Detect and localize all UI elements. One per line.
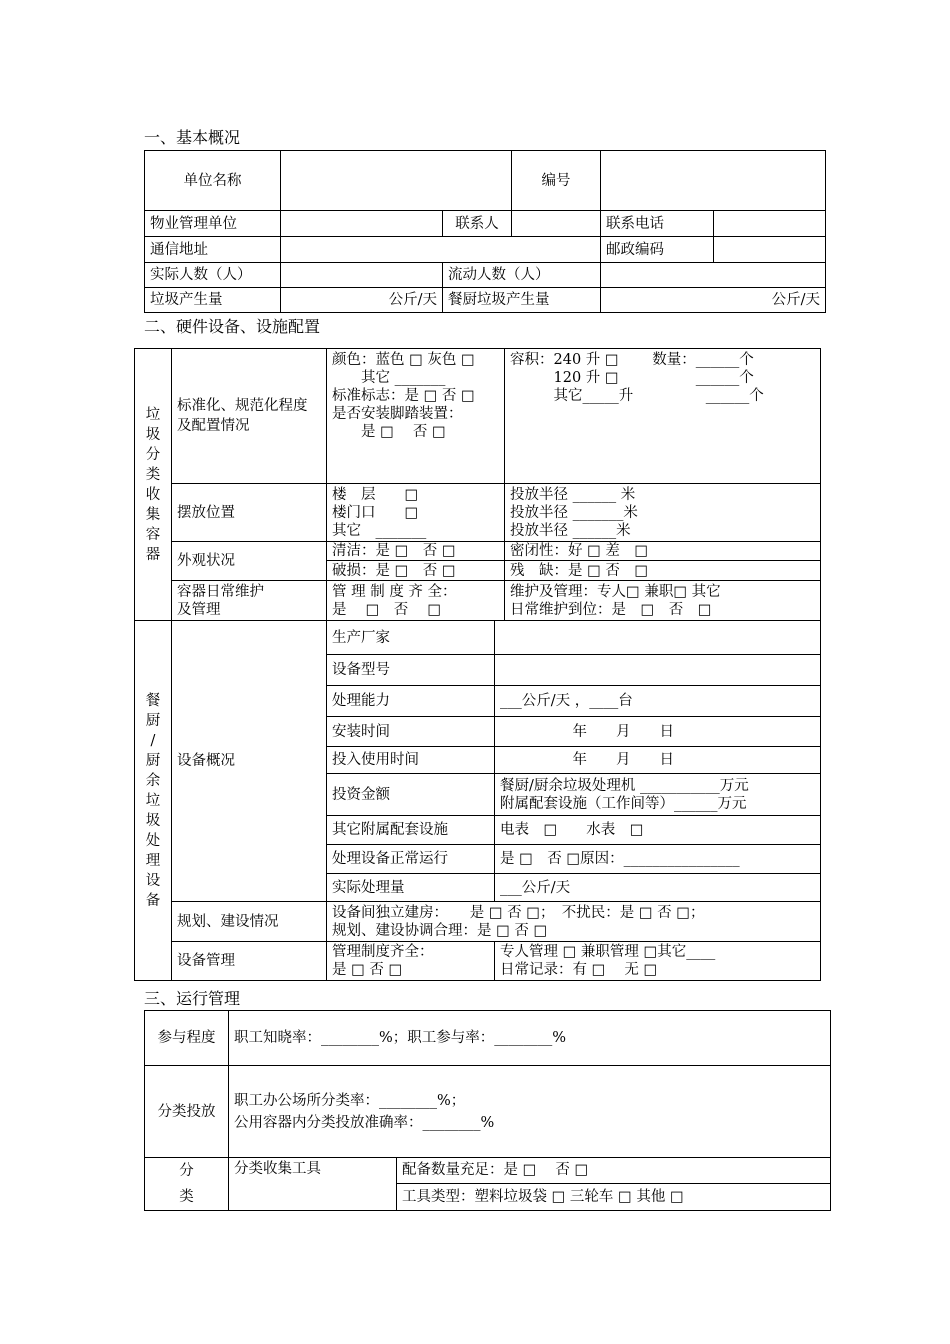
phone-label: 联系电话 — [601, 211, 714, 237]
classification-label — [145, 1158, 229, 1211]
garbage-output-unit[interactable]: 公斤/天 — [281, 288, 443, 313]
std-config-text: 标准化、规范化程度及配置情况 — [177, 398, 308, 434]
maintenance-daily-options[interactable]: 日常维护到位：是 □ 否 □ — [510, 601, 712, 618]
std-config-label — [172, 349, 327, 484]
postcode-field[interactable] — [714, 237, 826, 263]
container-group-label — [135, 349, 172, 621]
maintenance-staff-options[interactable]: 维护及管理：专人□ 兼职□ 其它 — [510, 583, 721, 600]
tools-type[interactable]: 工具类型：塑料垃圾袋 □ 三轮车 □ 其他 □ — [397, 1183, 831, 1210]
planning-line-1[interactable]: 设备间独立建房： 是 □ 否 □； 不扰民：是 □ 否 □； — [332, 904, 705, 921]
unit-name-label: 单位名称 — [145, 151, 281, 211]
pedal-question: 是否安装脚踏装置： — [332, 406, 463, 422]
clean-options[interactable]: 清洁：是 □ 否 □ — [327, 542, 505, 561]
std-config-right[interactable] — [505, 349, 821, 484]
vertical-char: 垃 — [145, 792, 161, 809]
tools-quantity[interactable]: 配备数量充足：是 □ 否 □ — [397, 1158, 831, 1184]
contact-field[interactable] — [512, 211, 601, 237]
sorting-label: 分类投放 — [145, 1066, 229, 1158]
vertical-char: 厨 — [145, 752, 161, 769]
equipment-mgmt-label: 设备管理 — [172, 942, 327, 981]
actual-people-field[interactable] — [281, 263, 443, 288]
start-use-label: 投入使用时间 — [327, 747, 495, 774]
maintenance-left[interactable] — [327, 581, 505, 621]
normal-run-label: 处理设备正常运行 — [327, 845, 495, 874]
container-group-text — [135, 405, 171, 565]
address-label: 通信地址 — [145, 237, 281, 263]
floating-people-label: 流动人数（人） — [443, 263, 601, 288]
actual-amount-field[interactable]: ___公斤/天 — [495, 874, 821, 902]
install-time-label: 安装时间 — [327, 717, 495, 747]
placement-floor[interactable]: 楼 层 □ — [332, 486, 419, 503]
planning-line-2[interactable]: 规划、建设协调合理：是 □ 否 □ — [332, 922, 548, 939]
placement-left[interactable] — [327, 484, 505, 542]
vertical-char: 设 — [145, 872, 161, 889]
equipment-mgmt-right[interactable] — [495, 942, 821, 981]
equipment-mgmt-record[interactable]: 日常记录：有 □ 无 □ — [500, 962, 658, 978]
color-options[interactable]: 颜色：蓝色 □ 灰色 □ — [332, 352, 475, 368]
kitchen-output-label: 餐厨垃圾产生量 — [443, 288, 601, 313]
placement-other[interactable]: 其它 _______ — [332, 522, 427, 539]
section-title-basic: 一、基本概况 — [144, 128, 241, 147]
maintenance-label-2: 及管理 — [177, 601, 221, 618]
placement-right[interactable] — [505, 484, 821, 542]
kitchen-output-unit[interactable]: 公斤/天 — [601, 288, 826, 313]
normal-run-field[interactable]: 是 □ 否 □原因：________________ — [495, 845, 821, 874]
investment-field[interactable] — [495, 774, 821, 816]
postcode-label: 邮政编码 — [601, 237, 714, 263]
seal-options[interactable]: 密闭性：好 □ 差 □ — [505, 542, 821, 561]
sorting-field[interactable] — [229, 1066, 831, 1158]
property-unit-label: 物业管理单位 — [145, 211, 281, 237]
phone-field[interactable] — [714, 211, 826, 237]
vertical-char: 类 — [145, 466, 161, 483]
serial-label: 编号 — [512, 151, 601, 211]
vertical-char: 垃 — [145, 406, 161, 423]
radius-3[interactable]: 投放半径 ______米 — [510, 522, 631, 539]
participation-field[interactable]: 职工知晓率：________%；职工参与率：________% — [229, 1011, 831, 1066]
section-title-hardware: 二、硬件设备、设施配置 — [144, 317, 321, 336]
investment-label: 投资金额 — [327, 774, 495, 816]
property-unit-field[interactable] — [281, 211, 443, 237]
manufacturer-label: 生产厂家 — [327, 621, 495, 655]
address-field[interactable] — [281, 237, 601, 263]
container-sorting-accuracy[interactable]: 公用容器内分类投放准确率：________% — [234, 1114, 495, 1131]
garbage-output-label: 垃圾产生量 — [145, 288, 281, 313]
actual-amount-label: 实际处理量 — [327, 874, 495, 902]
color-other[interactable]: 其它 _______ — [332, 370, 446, 386]
pedal-options[interactable]: 是 □ 否 □ — [332, 424, 446, 440]
vertical-char: 备 — [145, 892, 161, 909]
placement-label: 摆放位置 — [172, 484, 327, 542]
vertical-char: 收 — [145, 486, 161, 503]
volume-120[interactable]: 120 升 □ ______个 — [510, 370, 754, 386]
hardware-table — [134, 348, 821, 981]
install-time-field[interactable]: 年 月 日 — [495, 717, 821, 747]
classification-char-1: 分 — [179, 1163, 194, 1179]
appearance-label: 外观状况 — [172, 542, 327, 581]
equipment-mgmt-rules: 管理制度齐全： — [332, 944, 434, 960]
maintenance-right[interactable] — [505, 581, 821, 621]
vertical-char: 集 — [145, 506, 161, 523]
investment-facility[interactable]: 附属配套设施（工作间等）______万元 — [500, 795, 747, 812]
serial-field[interactable] — [601, 151, 826, 211]
operation-table — [144, 1010, 831, 1211]
aux-facility-field[interactable]: 电表 □ 水表 □ — [495, 816, 821, 845]
maintenance-rules: 管 理 制 度 齐 全： — [332, 583, 457, 600]
basic-info-table — [144, 150, 826, 313]
investment-machine[interactable]: 餐厨/厨余垃圾处理机 ___________万元 — [500, 777, 749, 794]
tools-label: 分类收集工具 — [229, 1158, 397, 1211]
vertical-char: 圾 — [145, 812, 161, 829]
capacity-label: 处理能力 — [327, 686, 495, 717]
missing-options[interactable]: 残 缺：是 □ 否 □ — [505, 561, 821, 581]
vertical-char: 圾 — [145, 426, 161, 443]
model-label: 设备型号 — [327, 655, 495, 686]
equipment-mgmt-staff[interactable]: 专人管理 □ 兼职管理 □其它____ — [500, 944, 716, 960]
vertical-char: 余 — [145, 772, 161, 789]
kitchen-equipment-group-label — [135, 621, 172, 981]
vertical-char: 餐 — [145, 692, 161, 709]
section-title-operation: 三、运行管理 — [144, 989, 241, 1008]
vertical-char: 容 — [145, 526, 161, 543]
maintenance-rules-options[interactable]: 是 □ 否 □ — [332, 601, 442, 618]
floating-people-field[interactable] — [601, 263, 826, 288]
volume-other[interactable]: 其它_____升 ______个 — [510, 388, 764, 404]
std-mark-options[interactable]: 标准标志：是 □ 否 □ — [332, 388, 475, 404]
model-field[interactable] — [495, 655, 821, 686]
vertical-char: 厨 — [145, 712, 161, 729]
vertical-char: 理 — [145, 852, 161, 869]
planning-field[interactable] — [327, 902, 821, 942]
actual-people-label: 实际人数（人） — [145, 263, 281, 288]
placement-door[interactable]: 楼门口 □ — [332, 504, 419, 521]
std-config-left[interactable] — [327, 349, 505, 484]
equipment-overview-label: 设备概况 — [172, 621, 327, 902]
radius-1[interactable]: 投放半径 ______ 米 — [510, 486, 636, 503]
unit-name-field[interactable] — [281, 151, 512, 211]
equipment-mgmt-rules-options[interactable]: 是 □ 否 □ — [332, 962, 403, 978]
contact-label: 联系人 — [443, 211, 512, 237]
kitchen-equipment-group-text — [135, 691, 171, 911]
aux-facility-label: 其它附属配套设施 — [327, 816, 495, 845]
vertical-char: 器 — [145, 546, 161, 563]
classification-char-2: 类 — [179, 1189, 194, 1205]
planning-label: 规划、建设情况 — [172, 902, 327, 942]
manufacturer-field[interactable] — [495, 621, 821, 655]
volume-240[interactable]: 容积：240 升 □ 数量：______个 — [510, 352, 754, 368]
vertical-char: 分 — [145, 446, 161, 463]
maintenance-label-1: 容器日常维护 — [177, 583, 264, 600]
equipment-mgmt-left[interactable] — [327, 942, 495, 981]
radius-2[interactable]: 投放半径 _______米 — [510, 504, 638, 521]
participation-label: 参与程度 — [145, 1011, 229, 1066]
start-use-field[interactable]: 年 月 日 — [495, 747, 821, 774]
maintenance-label — [172, 581, 327, 621]
damage-options[interactable]: 破损：是 □ 否 □ — [327, 561, 505, 581]
capacity-field[interactable]: ___公斤/天 ，____台 — [495, 686, 821, 717]
office-sorting-rate[interactable]: 职工办公场所分类率：________%； — [234, 1092, 466, 1109]
vertical-char: / — [150, 732, 156, 749]
vertical-char: 处 — [145, 832, 161, 849]
